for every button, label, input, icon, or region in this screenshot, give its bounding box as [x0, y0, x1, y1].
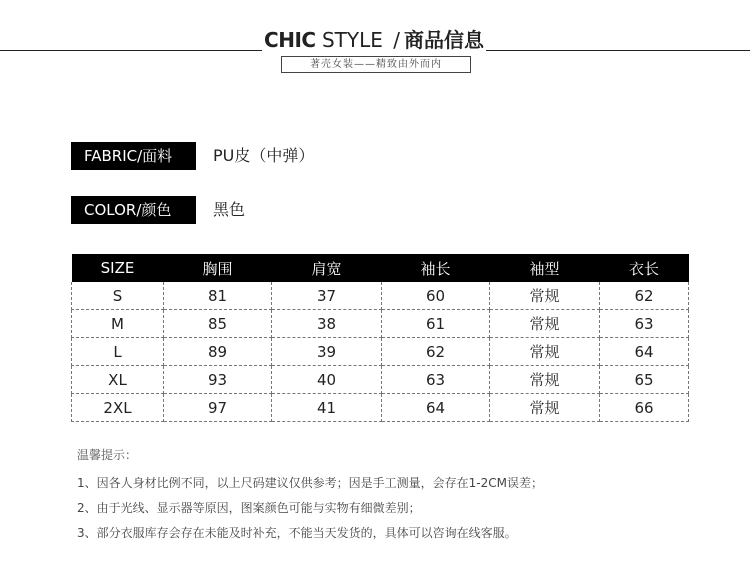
table-cell: 37: [272, 282, 382, 310]
table-cell: 89: [164, 338, 272, 366]
table-cell: 66: [600, 394, 689, 422]
table-row: [72, 366, 689, 394]
notes-section: [77, 443, 543, 546]
title-slash: /: [393, 28, 400, 52]
table-header-row: [72, 254, 689, 282]
size-table: [71, 254, 689, 422]
header-rule-left: [0, 50, 262, 51]
header-shoulder: 肩宽: [272, 254, 382, 282]
subtitle-box: 著壳女装——精致由外而内: [281, 56, 471, 73]
table-cell: 93: [164, 366, 272, 394]
title-style: STYLE: [321, 28, 383, 52]
table-cell: 常规: [490, 310, 600, 338]
table-cell: 38: [272, 310, 382, 338]
header-bust: 胸围: [164, 254, 272, 282]
table-cell: 61: [382, 310, 490, 338]
table-row: [72, 310, 689, 338]
table-row: [72, 282, 689, 310]
table-cell: 64: [382, 394, 490, 422]
table-cell: 常规: [490, 282, 600, 310]
table-cell: 常规: [490, 366, 600, 394]
note-item: 1、因各人身材比例不同，以上尺码建议仅供参考；因是手工测量，会存在1-2CM误差；: [77, 476, 543, 490]
table-row: [72, 394, 689, 422]
table-cell: 97: [164, 394, 272, 422]
header-sleeve-type: 袖型: [490, 254, 600, 282]
table-cell: L: [72, 338, 164, 366]
table-cell: 65: [600, 366, 689, 394]
color-label: COLOR/颜色: [71, 196, 196, 224]
title-chic: CHIC: [264, 28, 316, 52]
table-cell: 63: [382, 366, 490, 394]
table-cell: 85: [164, 310, 272, 338]
table-cell: S: [72, 282, 164, 310]
table-cell: 41: [272, 394, 382, 422]
table-cell: 62: [382, 338, 490, 366]
note-item: 2、由于光线、显示器等原因，图案颜色可能与实物有细微差别；: [77, 501, 421, 515]
fabric-value: PU皮（中弹）: [213, 146, 315, 165]
table-cell: XL: [72, 366, 164, 394]
header-length: 衣长: [600, 254, 689, 282]
header-rule-right: [486, 50, 750, 51]
table-cell: 63: [600, 310, 689, 338]
table-cell: 40: [272, 366, 382, 394]
table-cell: M: [72, 310, 164, 338]
title-chinese: 商品信息: [403, 28, 484, 52]
page-title: [262, 26, 486, 54]
table-cell: 常规: [490, 394, 600, 422]
table-row: [72, 338, 689, 366]
note-item: 3、部分衣服库存会存在未能及时补充，不能当天发货的，具体可以咨询在线客服。: [77, 526, 517, 540]
table-cell: 64: [600, 338, 689, 366]
header-sleeve-length: 袖长: [382, 254, 490, 282]
table-cell: 60: [382, 282, 490, 310]
fabric-label: FABRIC/面料: [71, 142, 196, 170]
table-cell: 81: [164, 282, 272, 310]
table-cell: 62: [600, 282, 689, 310]
header-size: SIZE: [72, 254, 164, 282]
color-value: 黑色: [213, 200, 246, 219]
notes-title: 温馨提示：: [77, 448, 138, 462]
table-cell: 常规: [490, 338, 600, 366]
table-cell: 39: [272, 338, 382, 366]
table-cell: 2XL: [72, 394, 164, 422]
